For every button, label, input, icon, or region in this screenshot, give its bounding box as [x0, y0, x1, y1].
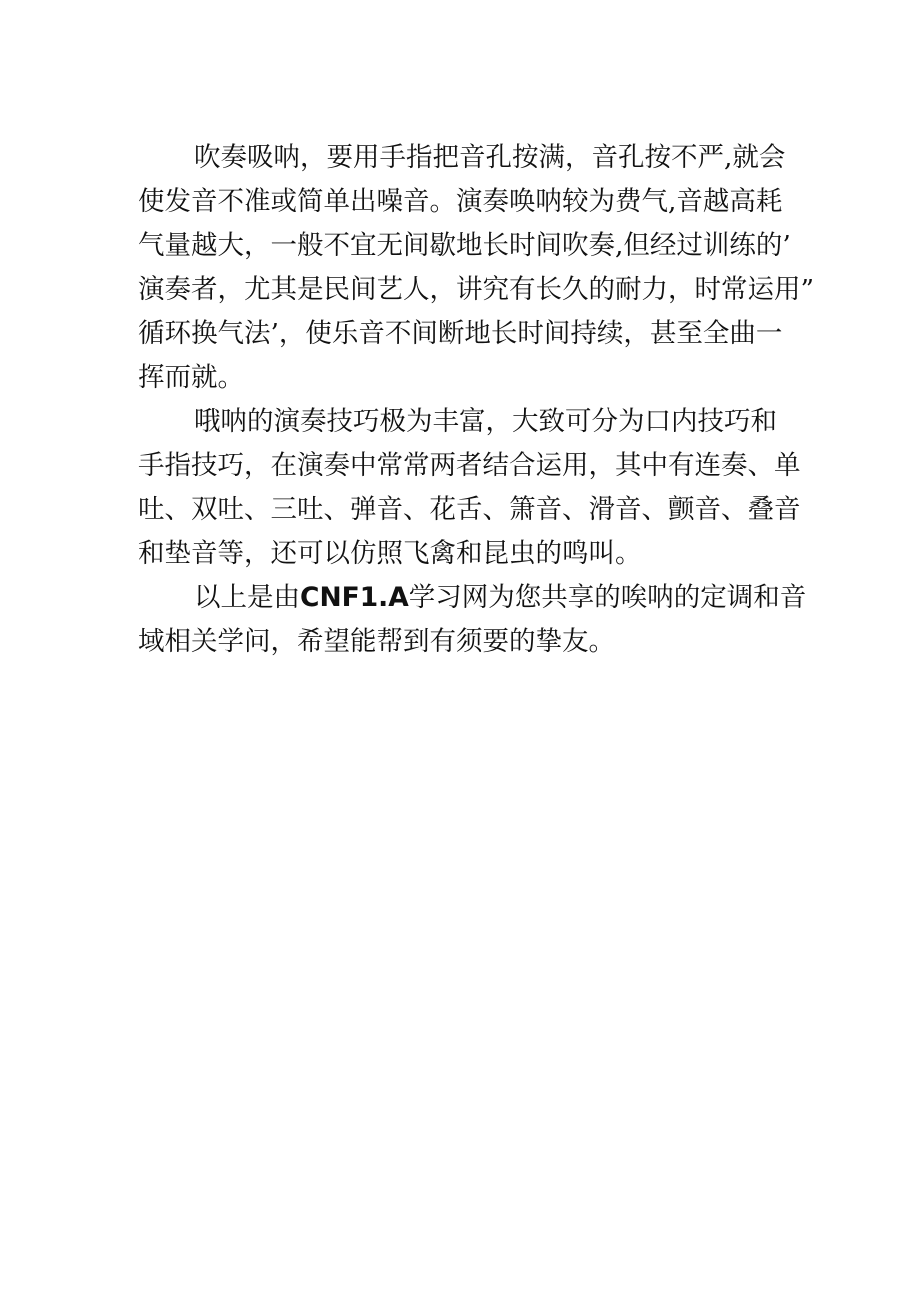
text-line: [138, 576, 807, 620]
text-line: 使发音不准或简单出噪音。演奏唤呐较为费气,音越高耗: [138, 186, 783, 217]
text-line: 域相关学问，希望能帮到有须要的挚友。: [138, 626, 615, 657]
text-line: 手指技巧，在演奏中常常两者结合运用，其中有连奏、单: [138, 450, 801, 481]
site-name: CNF1.A: [300, 582, 409, 613]
text-segment: 学习网为您共享的唉呐的定调和音: [408, 582, 807, 613]
text-line: 气量越大，一般不宜无间歇地长时间吹奏,但经过训练的’: [138, 230, 791, 261]
paragraph-3: [138, 576, 807, 664]
document-body: [138, 136, 815, 664]
text-line: 和垫音等，还可以仿照飞禽和昆虫的鸣叫。: [138, 538, 642, 569]
text-segment: 以上是由: [194, 582, 300, 613]
text-line: 吹奏吸呐，要用手指把音孔按满，音孔按不严,就会: [194, 142, 786, 173]
text-line: 挥而就。: [138, 362, 244, 393]
text-line: 吐、双吐、三吐、弹音、花舌、箫音、滑音、颤音、叠音: [138, 494, 801, 525]
paragraph-1: [138, 136, 815, 400]
text-line: 哦呐的演奏技巧极为丰富，大致可分为口内技巧和: [194, 406, 777, 437]
paragraph-2: [138, 400, 801, 576]
text-line: 演奏者，尤其是民间艺人，讲究有长久的耐力，时常运用”: [138, 274, 815, 305]
text-line: 循环换气法’，使乐音不间断地长时间持续，甚至全曲一: [138, 318, 783, 349]
